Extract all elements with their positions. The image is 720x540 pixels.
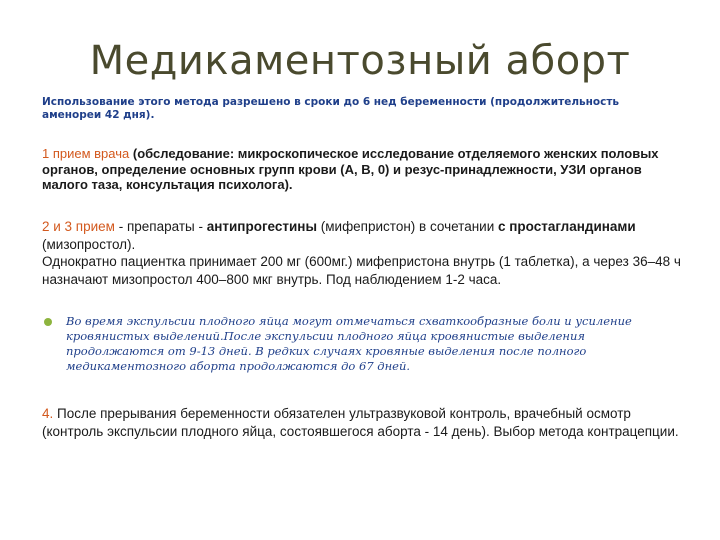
second-third-visit-block: [42, 218, 682, 288]
prostaglandins-term: с простагландинами: [498, 219, 636, 234]
intro-text: Использование этого метода разрешено в сроки до 6 нед беременности (продолжительность аменореи 42 дня).: [42, 96, 620, 121]
bullet-dot-icon: [44, 318, 52, 326]
first-visit-block: [42, 146, 682, 193]
post-abortion-text: После прерывания беременности обязателен ультразвуковой контроль, врачебный осмотр (контроль экспульсии плодного яйца, состоявшегося аборта - 14 день). Выбор метода контрацепции.: [42, 406, 679, 439]
second-third-visit-label: 2 и 3 прием: [42, 219, 115, 234]
drugs-text-b: (мифепристон) в сочетании: [317, 219, 498, 234]
slide-title: Медикаментозный аборт: [89, 38, 631, 84]
bullet-text: Во время экспульсии плодного яйца могут отмечаться схваткообразные боли и усиление кровянистых выделений.После экспульсии плодного яйца кровянистые выделения продолжаются от 9-13 дней. В редких случаях кровяные выделения после полного медикаментозного аборта продолжаются до 67 дней.: [66, 314, 632, 373]
post-abortion-number: 4.: [42, 406, 54, 421]
bullet-item: [44, 314, 664, 374]
first-visit-label: 1 прием врача: [42, 146, 130, 161]
first-visit-text: (обследование: микроскопическое исследование отделяемого женских половых органов, определение основных групп крови (А, В, 0) и резус-принадлежности, УЗИ органов малого таза, консультация психолога).: [42, 146, 659, 192]
drugs-text-a: - препараты -: [114, 219, 207, 234]
antiprogestins-term: антипрогестины: [206, 219, 317, 234]
drugs-text-c: (мизопростол).: [42, 236, 136, 252]
post-abortion-block: [42, 405, 682, 440]
dosage-text: Однократно пациентка принимает 200 мг (600мг.) мифепристона внутрь (1 таблетка), а через 36–48 ч назначают мизопростол 400–800 мкг внутрь. Под наблюдением 1-2 часа.: [42, 254, 681, 287]
